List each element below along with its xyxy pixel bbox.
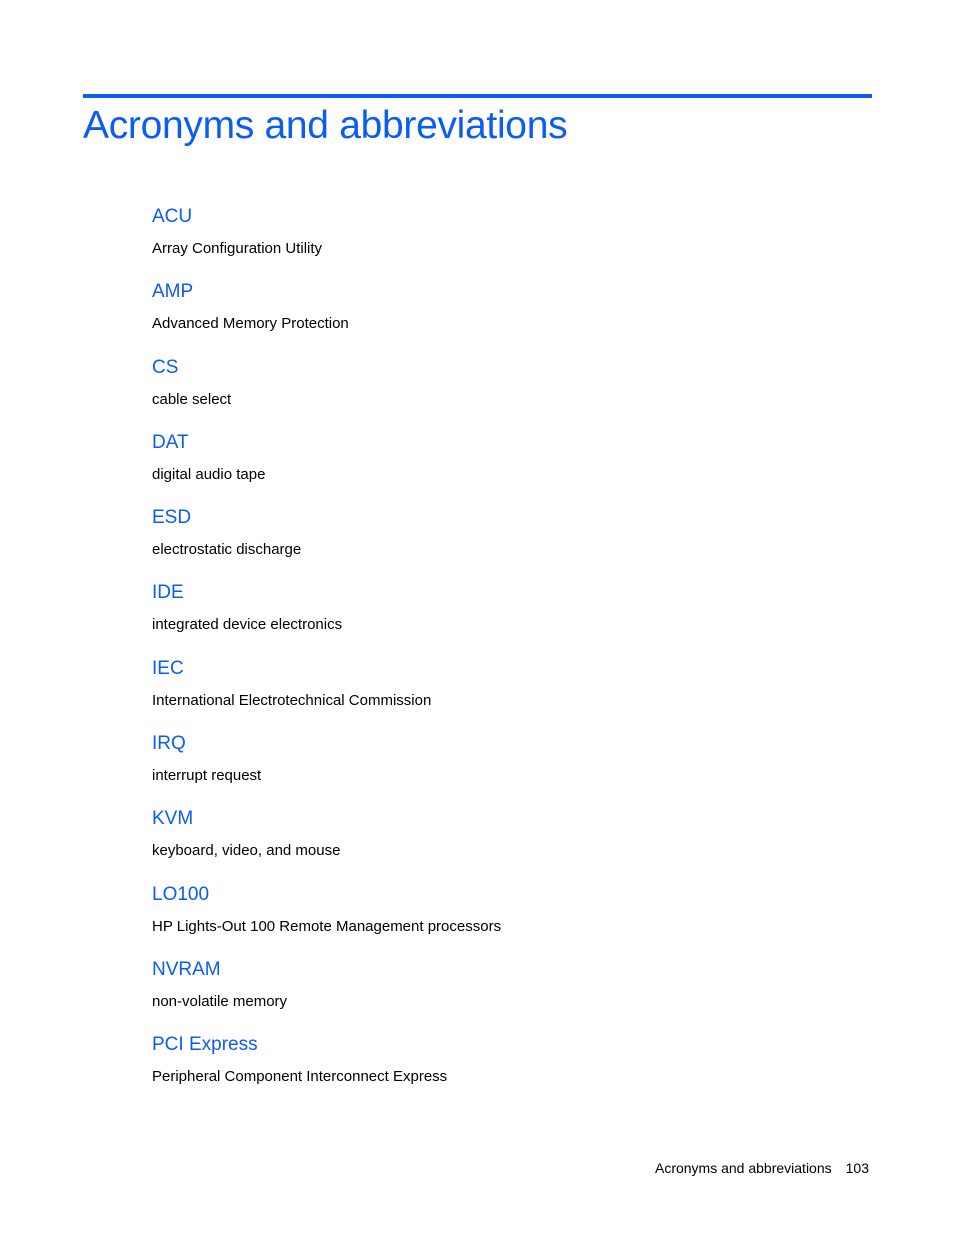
acronym-term: ACU [152,206,193,227]
acronym-term: PCI Express [152,1034,258,1056]
acronym-entry [152,354,852,429]
acronym-term: IDE [152,582,184,604]
acronym-definition: International Electrotechnical Commission [152,691,432,709]
acronym-definition: integrated device electronics [152,616,343,634]
page-footer [655,1157,869,1179]
acronym-term: NVRAM [152,958,221,980]
acronym-definition: HP Lights-Out 100 Remote Management processors [152,917,502,935]
acronym-list [152,203,852,1107]
acronym-entry [152,655,852,730]
acronym-entry [152,278,852,353]
acronym-term: LO100 [152,883,210,905]
acronym-definition: cable select [152,390,232,408]
acronym-definition: Advanced Memory Protection [152,315,349,333]
acronym-definition: electrostatic discharge [152,541,302,559]
acronym-term: IEC [152,657,184,679]
acronym-term: ESD [152,507,192,529]
acronym-entry [152,1031,852,1106]
footer-section-title: Acronyms and abbreviations [654,1160,832,1176]
footer-page-number: 103 [845,1160,869,1176]
acronym-term: KVM [152,808,194,830]
acronym-definition: digital audio tape [152,465,266,483]
acronym-entry [152,881,852,956]
acronym-definition: keyboard, video, and mouse [152,842,341,860]
acronym-definition: Peripheral Component Interconnect Express [152,1068,448,1086]
acronym-definition: non-volatile memory [152,992,288,1010]
acronym-term: AMP [152,281,194,303]
acronym-entry [152,429,852,504]
acronym-term: IRQ [152,733,186,755]
acronym-entry [152,805,852,880]
acronym-term: CS [152,356,179,378]
acronym-entry [152,504,852,579]
acronym-entry [152,956,852,1031]
page-title: Acronyms and abbreviations [83,104,568,147]
acronym-entry [152,730,852,805]
acronym-term: DAT [152,431,189,453]
title-rule [83,94,872,98]
acronym-entry [152,203,852,278]
acronym-definition: Array Configuration Utility [152,240,323,257]
acronym-definition: interrupt request [152,767,262,785]
acronym-entry [152,579,852,654]
